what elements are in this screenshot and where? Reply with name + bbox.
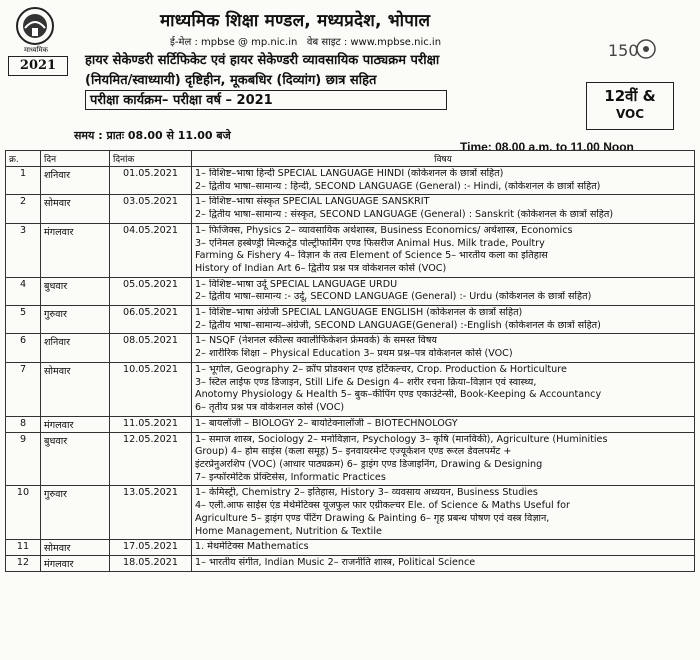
table-row [6,486,695,540]
row-subjects [192,556,695,572]
class-badge [586,82,674,130]
board-title: माध्यमिक शिक्षा मण्डल, मध्यप्रदेश, भोपाल [160,11,431,31]
row-date: 18.05.2021 [110,556,192,572]
table-row [6,167,695,195]
subject-line: 3– स्टिल लाईफ एण्ड डिजाइन, Still Life & Design 4– शरीर रचना क्रिया–विज्ञान एवं स्वास्थ्य, [195,376,537,388]
board-logo-icon [10,6,60,48]
row-day: शनिवार [41,334,110,362]
subject-line: 1– विशिष्ट–भाषा उर्दू SPECIAL LANGUAGE URDU [195,278,398,290]
row-number: 12 [6,556,41,572]
schedule-table [5,150,695,572]
row-number: 10 [6,486,41,540]
table-row [6,556,695,572]
subject-line: Agriculture 5– ड्राइंग एण्ड पेंटिंग Drawing & Painting 6– गृह प्रबन्ध पोषण एवं वस्त्र विज्ञान, [195,512,550,524]
row-day: बुधवार [41,432,110,486]
row-day: सोमवार [41,540,110,556]
row-subjects [192,167,695,195]
year-box: 2021 [8,56,68,76]
subject-line: 1– विशिष्ट–भाषा अंग्रेजी SPECIAL LANGUAGE ENGLISH (कोकेशनल के छात्रों सहित) [195,307,523,319]
row-date: 11.05.2021 [110,416,192,432]
class-badge-main: 12वीं & [604,87,656,105]
row-subjects [192,277,695,305]
row-subjects [192,486,695,540]
table-row [6,306,695,334]
row-number: 4 [6,277,41,305]
row-subjects [192,416,695,432]
subject-line: Anotomy Physiology & Health 5– बुक–कीपिंग एण्ड एकाउंटेन्सी, Book-Keeping & Accountancy [195,389,602,401]
subject-line: Group) 4– होम साइंस (कला समूह) 5– इनवायरमेन्ट एज्यूकेशन एण्ड रूरल डेवलपमेंट + [195,446,512,458]
table-row [6,277,695,305]
table-header-row [6,151,695,167]
subject-line: 1– भारतीय संगीत, Indian Music 2– राजनीति शास्त्र, Political Science [195,557,476,569]
row-subjects [192,540,695,556]
class-badge-sub: VOC [615,107,645,121]
table-row [6,223,695,277]
time-hindi: समय : प्रातः 08.00 से 11.00 बजे [74,129,231,142]
row-subjects [192,306,695,334]
subject-line: Farming & Fishery 4– विज्ञान के तत्व Element of Science 5– भारतीय कला का इतिहास [195,250,548,262]
row-subjects [192,195,695,223]
table-row [6,540,695,556]
table-row [6,432,695,486]
row-day: मंगलवार [41,416,110,432]
emblem-text: 150 [608,41,639,60]
row-date: 06.05.2021 [110,306,192,334]
subject-line: 1– समाज शास्त्र, Sociology 2– मनोविज्ञान, Psychology 3– कृषि (मानविकी), Agriculture (Huminities [195,433,608,445]
subject-line: 2– द्वितीय भाषा–सामान्य : हिन्दी, SECOND LANGUAGE (General) :- Hindi, (कोकेशनल के छात्रों सहित) [195,180,601,192]
row-day: शनिवार [41,167,110,195]
row-date: 08.05.2021 [110,334,192,362]
row-date: 05.05.2021 [110,277,192,305]
subject-line: 1– फिजिक्स, Physics 2– व्यावसायिक अर्थशास्त्र, Business Economics/ अर्थशास्त्र, Economics [195,224,573,236]
subject-line: 2– द्वितीय भाषा–सामान्य : संस्कृत, SECOND LANGUAGE (General) : Sanskrit (कोकेशनल के छात्रों सहित) [195,209,614,221]
row-date: 10.05.2021 [110,362,192,416]
time-english: Time: 08.00 a.m. to 11.00 Noon [460,140,634,154]
subject-line: 4– एली.आफ साईस एंड मेथेमेटिक्स यूजफुल फार एग्रीकल्चर Ele. of Science & Maths Useful for [195,500,570,512]
row-number: 5 [6,306,41,334]
row-number: 3 [6,223,41,277]
subject-line: 1– विशिष्ट–भाषा हिन्दी SPECIAL LANGUAGE HINDI (कोकेशनल के छात्रों सहित) [195,168,504,179]
row-day: मंगलवार [41,556,110,572]
col-header-subject: विषय [192,151,695,167]
col-header-day: दिन [41,151,110,167]
exam-title-line1: हायर सेकेण्डरी सर्टिफिकेट एवं हायर सेकेण्डरी व्यावसायिक पाठ्यक्रम परीक्षा [85,53,440,68]
anniversary-emblem-icon [606,36,656,66]
row-day: बुधवार [41,277,110,305]
subject-line: 1– केमिस्ट्री, Chemistry 2– इतिहास, History 3– व्यवसाय अध्ययन, Business Studies [195,487,538,499]
table-row [6,334,695,362]
col-header-date: दिनांक [110,151,192,167]
row-number: 7 [6,362,41,416]
email-text: ई-मेल : mpbse @ mp.nic.in [170,37,298,48]
row-day: गुरुवार [41,486,110,540]
row-day: सोमवार [41,195,110,223]
logo-label: माध्यमिक [23,46,49,54]
subject-line: Home Management, Nutrition & Textile [195,525,382,537]
row-number: 8 [6,416,41,432]
schedule-title-box: परीक्षा कार्यक्रम– परीक्षा वर्ष – 2021 [85,90,447,110]
table-row [6,195,695,223]
row-number: 6 [6,334,41,362]
website-text: वेब साइट : www.mpbse.nic.in [306,37,442,48]
subject-line: 3– एनिमल हस्बेण्ड्री मिल्कट्रेड पोल्ट्रीफार्मिंग एण्ड फिसरीज Animal Hus. Milk trade, Poultry [195,237,545,249]
exam-title-line2: (नियमित/स्वाध्यायी) दृष्टिहीन, मूकबधिर (दिव्यांग) छात्र सहित [85,73,377,88]
row-number: 11 [6,540,41,556]
subject-line: 2– द्वितीय भाषा–सामान्य–अंग्रेजी, SECOND LANGUAGE(General) :-English (कोकेशनल के छात्रों सहित) [195,319,601,331]
row-date: 13.05.2021 [110,486,192,540]
row-day: सोमवार [41,362,110,416]
contact-line [170,34,441,48]
row-date: 04.05.2021 [110,223,192,277]
row-date: 01.05.2021 [110,167,192,195]
row-subjects [192,223,695,277]
row-number: 1 [6,167,41,195]
table-row [6,362,695,416]
row-subjects [192,362,695,416]
subject-line: History of Indian Art 6– द्वितीय प्रश्न पत्र वोकेशनल कोर्स (VOC) [195,262,447,274]
row-number: 9 [6,432,41,486]
subject-line: 7– इन्फॉरमेटिक प्रेक्टिसेस, Informatic Practices [195,471,386,483]
row-day: मंगलवार [41,223,110,277]
subject-line: 6– तृतीय प्रश्न पत्र वोकेशनल कोर्स (VOC) [195,401,345,413]
subject-line: 1– विशिष्ट–भाषा संस्कृत SPECIAL LANGUAGE SANSKRIT [195,196,430,208]
row-number: 2 [6,195,41,223]
col-header-no: क्र. [6,151,41,167]
row-subjects [192,432,695,486]
subject-line: 1. मेथमेटिक्स Mathematics [195,541,309,553]
subject-line: 1– बायलॉजी – BIOLOGY 2– बायोटेक्नालॉजी – BIOTECHNOLOGY [195,417,458,429]
schedule-body [6,167,695,572]
row-date: 12.05.2021 [110,432,192,486]
table-row [6,416,695,432]
row-date: 17.05.2021 [110,540,192,556]
subject-line: 1– NSQF (नेशनल स्कील्स क्वालीफिकेशन फ्रेमवर्क) के समस्त विषय [195,335,437,347]
subject-line: 2– शारीरिक शिक्षा – Physical Education 3– प्रथम प्रश्न–पत्र वोकेशनल कोर्स (VOC) [195,348,513,360]
subject-line: इंटरप्रेनुअरशिप (VOC) (आधार पाठ्यक्रम) 6– ड्राइंग एण्ड डिजाइनिंग, Drawing & Designing [195,459,543,471]
row-day: गुरुवार [41,306,110,334]
row-subjects [192,334,695,362]
row-date: 03.05.2021 [110,195,192,223]
subject-line: 1– भूगोल, Geography 2– क्रॉप प्रोडक्शन एण्ड हर्टिकल्चर, Crop. Production & Horticulture [195,363,567,375]
subject-line: 2– द्वितीय भाषा–सामान्य :- उर्दू, SECOND LANGUAGE (General) :- Urdu (कोकेशनल के छात्रों सहित) [195,291,592,303]
